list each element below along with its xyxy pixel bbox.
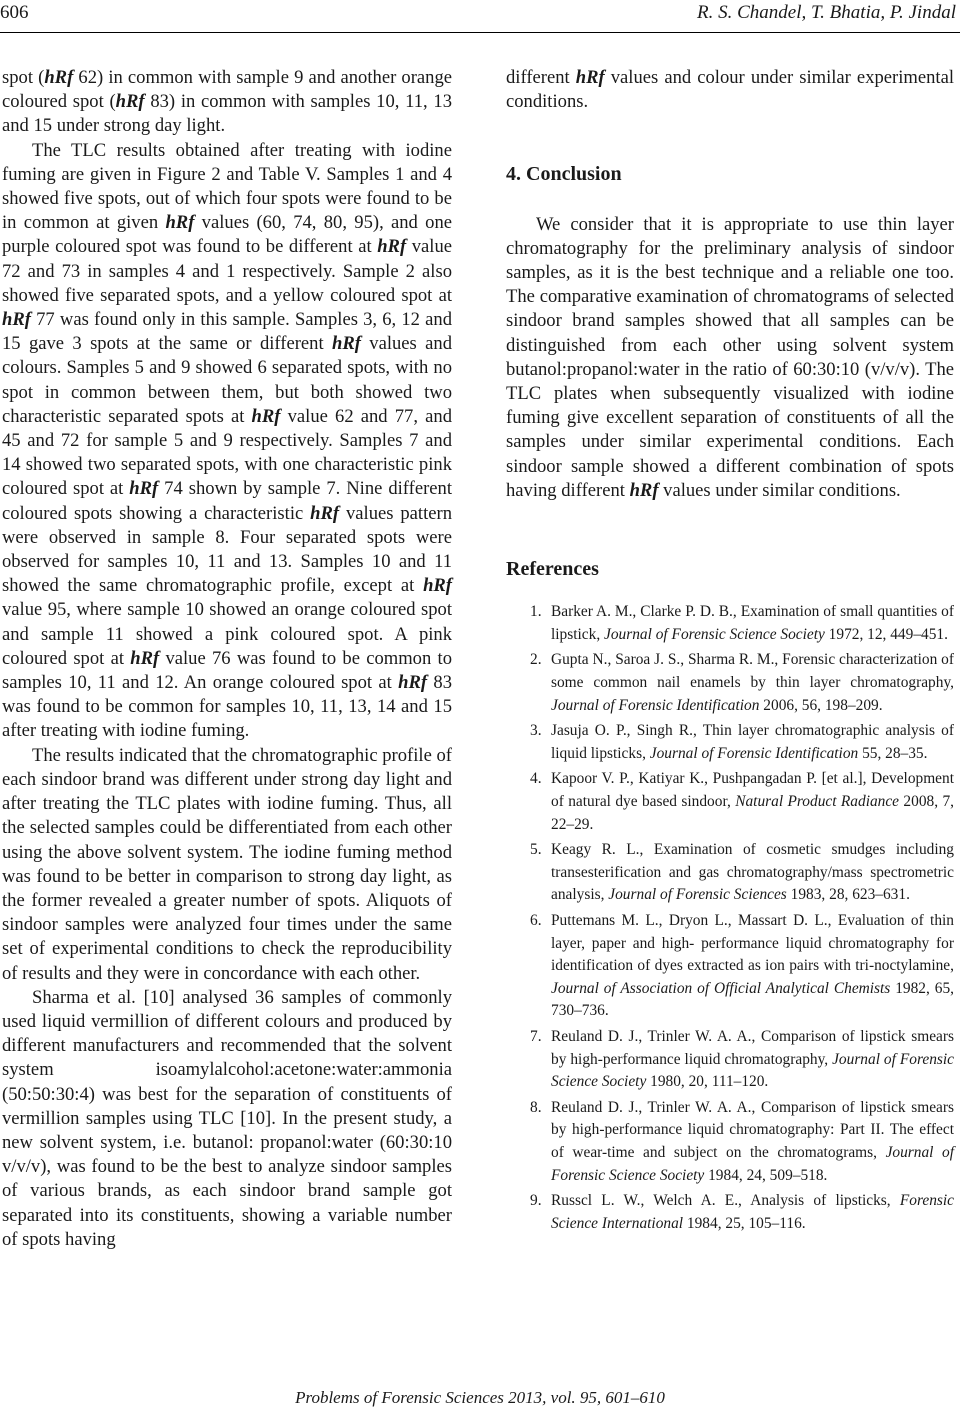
reference-item (506, 601, 954, 646)
text-run: value 72 and 73 in samples 4 and 1 respectively. Sample 2 also showed five separated spots, and a yellow coloured spot at (2, 236, 452, 306)
reference-journal: Journal of Forensic Sciences (608, 886, 787, 904)
conclusion-paragraph (506, 213, 954, 503)
reference-details: 1983, 28, 623–631. (786, 886, 910, 904)
hrf-term: hRf (575, 67, 605, 88)
text-run: 74 shown by sample 7. Nine different coloured spots showing a characteristic (2, 478, 452, 524)
reference-journal: Journal of Forensic Science Society (604, 625, 825, 643)
text-run: 77 was found only in this sample. Samples 3, 6, 12 and 15 gave 3 spots at the same or different (2, 309, 452, 355)
reference-number: 9. (530, 1192, 542, 1210)
paragraph-sharma-comparison: Sharma et al. [10] analysed 36 samples of commonly used liquid vermillion of different colours and produced by different manufacturers and recommended that the solvent system isoamylalcohol:acetone:water:ammonia (50:50:30:4) was best for the separation of constituents of vermillion samples using TLC [10]. In the present study, a new solvent system, i.e. butanol: propanol:water (60:30:10 v/v/v), was found to be the best to analyze sindoor samples of various brands, as each sindoor brand sample got separated into its constituents, showing a variable number of spots having (2, 986, 452, 1250)
reference-text: Keagy R. L., Examination of cosmetic smudges including transesterification and gas chromatography/mass spectrometric analysis, (551, 841, 954, 904)
text-run: 62) in common with sample 9 and another orange coloured spot ( (2, 67, 452, 113)
hrf-term: hRf (331, 333, 361, 355)
reference-number: 8. (530, 1098, 542, 1116)
running-head-authors: R. S. Chandel, T. Bhatia, P. Jindal (697, 2, 956, 23)
reference-details: 55, 28–35. (858, 744, 928, 762)
reference-journal: Journal of Forensic Science Society (551, 1050, 954, 1091)
reference-number: 7. (530, 1027, 542, 1045)
reference-item (506, 839, 954, 907)
text-run: value 76 was found to be common to samples 10, 11 and 12. An orange coloured spot at (2, 647, 452, 694)
reference-text: Puttemans M. L., Dryon L., Massart D. L., Evaluation of thin layer, paper and high- performance liquid chromatography for identification of dyes extracted as ion pairs with tri-noctylamine, (551, 911, 954, 975)
hrf-term: hRf (310, 502, 340, 524)
hrf-term: hRf (115, 91, 145, 113)
conclusion-heading: 4. Conclusion (506, 163, 622, 186)
text-run: The TLC results obtained after treating with iodine fuming are given in Figure 2 and Table V. Samples 1 and 4 showed five spots, out of which four spots were found to be in common at given (2, 139, 452, 234)
text-run: values and colour under similar experimental conditions. (506, 67, 954, 113)
hrf-term: hRf (423, 575, 452, 597)
text-run: values (60, 74, 80, 95), and one purple coloured spot was found to be different at (2, 212, 453, 258)
reference-journal: Journal of Association of Official Analytical Chemists (551, 979, 891, 997)
reference-item (506, 1190, 954, 1235)
reference-journal: Journal of Forensic Identification (551, 696, 760, 714)
text-run: We consider that it is appropriate to use thin layer chromatography for the preliminary analysis of sindoor samples, as it is the best technique and a reliable one too. The comparative examination of chromatograms of selected sindoor brand samples showed that all samples can be distinguished from each other using solvent system butanol:propanol:water in the ratio of 60:30:10 (v/v/v). The TLC plates when subsequently visualized with iodine fuming give excellent separation of constituents of all the samples under similar experimental conditions. Each sindoor sample showed a different combination of spots having different (506, 213, 954, 501)
reference-journal: Journal of Forensic Science Society (551, 1143, 954, 1184)
reference-number: 1. (530, 603, 542, 621)
reference-details: 2006, 56, 198–209. (759, 696, 883, 714)
reference-item (506, 1097, 954, 1187)
reference-text: Jasuja O. P., Singh R., Thin layer chromatographic analysis of liquid lipsticks, (551, 722, 954, 762)
reference-number: 4. (530, 770, 542, 788)
hrf-term: hRf (629, 479, 659, 501)
text-run: values and colours. Samples 5 and 9 showed 6 separated spots, with no spot in common between them, but both showed two characteristic separated spots at (2, 333, 452, 427)
text-run: value 62 and 77, and 45 and 72 for sample 5 and 9 respectively. Samples 7 and 14 showed two separated spots, with one characteristic pink coloured spot at (2, 405, 452, 500)
reference-number: 3. (530, 722, 542, 740)
text-run: values under similar conditions. (658, 479, 901, 501)
reference-item (506, 910, 954, 1023)
reference-details: 1980, 20, 111–120. (646, 1073, 769, 1091)
reference-details: 1972, 12, 449–451. (824, 625, 948, 643)
reference-number: 5. (530, 841, 542, 859)
page-footer: Problems of Forensic Sciences 2013, vol. 95, 601–610 (295, 1388, 665, 1407)
reference-text: Reuland D. J., Trinler W. A. A., Comparison of lipstick smears by high-performance liquid chromatography: Part II. The effect of wear-time and subject on the chromatograms, (551, 1098, 954, 1161)
reference-item (506, 649, 954, 717)
text-run: value 95, where sample 10 showed an orange coloured spot and sample 11 showed a pink coloured spot. A pink coloured spot at (2, 599, 452, 669)
paragraph-continued (2, 66, 452, 139)
right-column (506, 66, 954, 1238)
hrf-term: hRf (377, 236, 407, 258)
hrf-term: hRf (398, 672, 428, 694)
header-rule (0, 32, 960, 33)
reference-text: Russcl L. W., Welch A. E., Analysis of lipsticks, (551, 1192, 900, 1210)
hrf-term: hRf (130, 647, 160, 669)
page-number: 606 (0, 2, 29, 23)
reference-details: 1982, 65, 730–736. (551, 979, 954, 1020)
page-header (0, 0, 960, 34)
references-list (506, 601, 954, 1235)
reference-journal: Journal of Forensic Identification (649, 744, 859, 762)
paragraph-iodine-results (2, 139, 452, 744)
reference-text: Kapoor V. P., Katiyar K., Pushpangadan P. [et al.], Development of natural dye based sindoor, (551, 770, 954, 810)
reference-item (506, 720, 954, 765)
reference-journal: Forensic Science International (551, 1192, 954, 1232)
reference-number: 2. (530, 651, 542, 669)
hrf-term: hRf (44, 67, 74, 88)
reference-text: Barker A. M., Clarke P. D. B., Examination of small quantities of lipstick, (551, 603, 954, 643)
text-run: different (506, 67, 576, 88)
hrf-term: hRf (2, 309, 31, 331)
left-column (2, 66, 452, 1252)
reference-details: 2008, 7, 22–29. (551, 793, 954, 833)
references-heading: References (506, 558, 599, 581)
reference-text: Gupta N., Saroa J. S., Sharma R. M., Forensic characterization of some common nail enamels by thin layer chromatography, (551, 651, 954, 692)
text-run: 83) in common with samples 10, 11, 13 and 15 under strong day light. (2, 91, 452, 137)
hrf-term: hRf (251, 405, 281, 427)
hrf-term: hRf (129, 478, 159, 500)
reference-details: 1984, 25, 105–116. (683, 1214, 806, 1232)
paragraph-continued-right (506, 66, 954, 114)
hrf-term: hRf (165, 212, 195, 234)
paragraph-results-indicated: The results indicated that the chromatographic profile of each sindoor brand was different under strong day light and after treating the TLC plates with iodine fuming. Thus, all the selected samples could be differentiated from each other using the above solvent system. The iodine fuming method was found to be better in comparison to strong day light, as the former revealed a greater number of spots. Aliquots of sindoor samples were analyzed four times under the same set of experimental conditions to check the reproducibility of results and they were in concordance with each other. (2, 744, 452, 984)
text-run: values pattern were observed in sample 8. Four separated spots were observed for samples 10, 11 and 13. Samples 10 and 11 showed the same chromatographic profile, except at (2, 502, 452, 597)
reference-number: 6. (530, 911, 542, 929)
reference-item (506, 1026, 954, 1094)
text-run: 83 was found to be common for samples 10, 11, 13, 14 and 15 after treating with iodine fuming. (2, 672, 452, 742)
reference-item (506, 768, 954, 836)
reference-text: Reuland D. J., Trinler W. A. A., Comparison of lipstick smears by high-performance liquid chromatography, (551, 1027, 954, 1068)
text-run: spot ( (2, 67, 45, 88)
reference-journal: Natural Product Radiance (735, 793, 900, 810)
reference-details: 1984, 24, 509–518. (704, 1166, 828, 1184)
